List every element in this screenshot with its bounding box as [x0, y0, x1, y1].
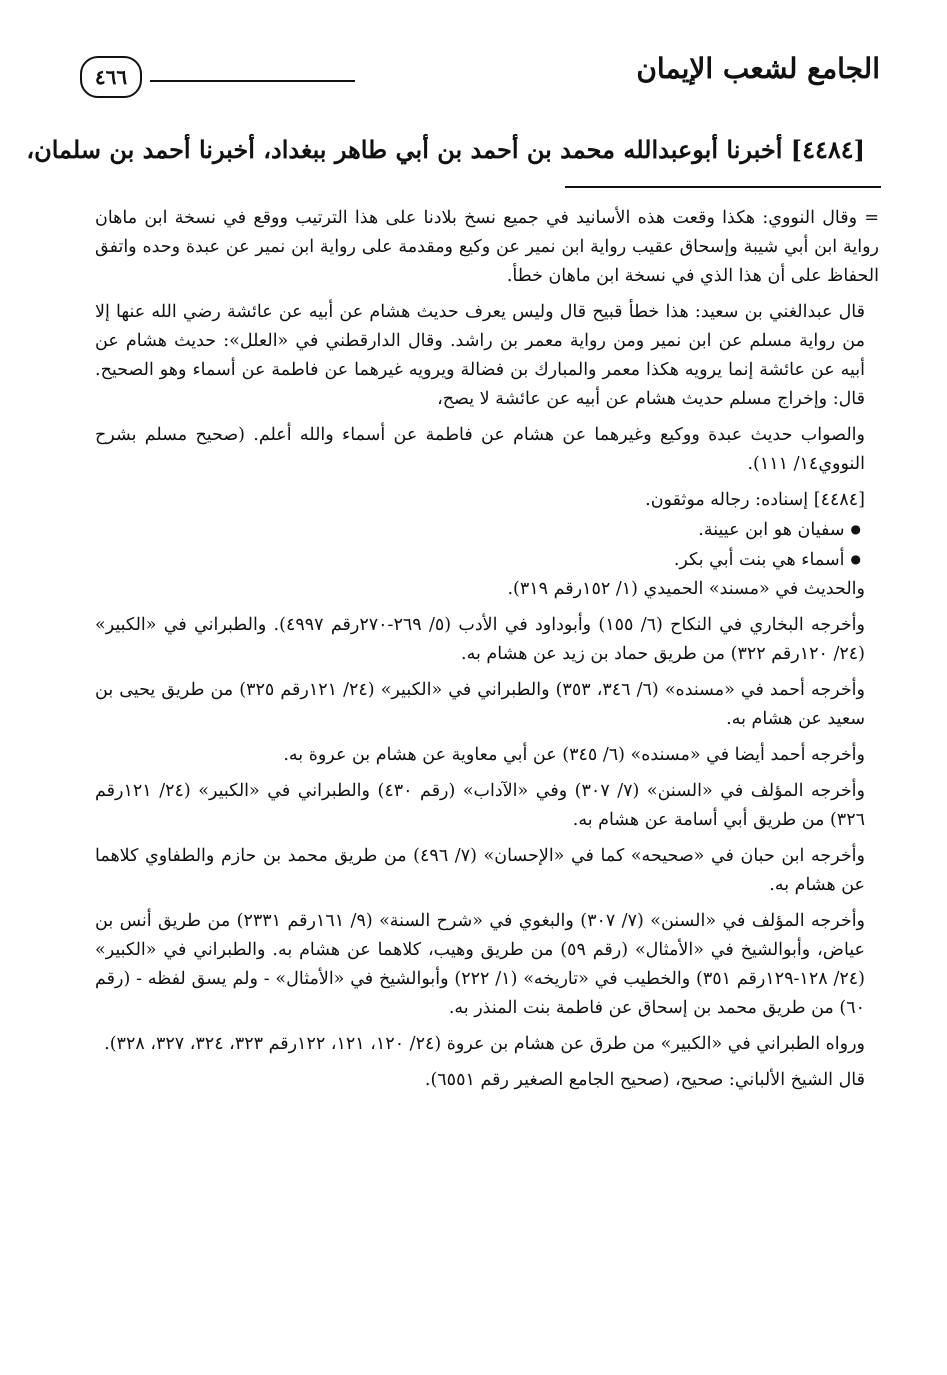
- header-rule: [150, 80, 355, 82]
- note-ibn-hibban: وأخرجه ابن حبان في «صحيحه» كما في «الإحسان» (٧/ ٤٩٦) من طريق محمد بن حازم والطفاوي كلاهما عن هشام به.: [95, 846, 865, 895]
- note-bukhari: وأخرجه البخاري في النكاح (٦/ ١٥٥) وأبوداود في الأدب (٥/ ٢٦٩-٢٧٠رقم ٤٩٩٧). والطبراني في «الكبير» (٢٤/ ١٢٠رقم ٣٢٢) من طريق حماد بن زيد عن هشام به.: [95, 615, 865, 664]
- footnotes: [95, 204, 880, 1102]
- note-isnad: [٤٤٨٤] إسناده: رجاله موثقون.: [645, 490, 865, 510]
- bullet-asma: ● أسماء هي بنت أبي بكر.: [95, 545, 865, 575]
- main-hadith-text: [٤٤٨٤] أخبرنا أبوعبدالله محمد بن أحمد بن أبي طاهر ببغداد، أخبرنا أحمد بن سلمان،: [26, 135, 865, 164]
- book-title: الجامع لشعب الإيمان: [636, 52, 880, 85]
- page-number-badge: ٤٦٦: [80, 56, 142, 98]
- note-ahmad-2: وأخرجه أحمد أيضا في «مسنده» (٦/ ٣٤٥) عن أبي معاوية عن هشام بن عروة به.: [283, 745, 865, 765]
- page-header: [80, 50, 880, 110]
- note-humaydi: والحديث في «مسند» الحميدي (١/ ١٥٢رقم ٣١٩).: [507, 579, 865, 599]
- footnote-divider: [565, 186, 881, 188]
- note-abdulghani: قال عبدالغني بن سعيد: هذا خطأ قبيح قال وليس يعرف حديث هشام عن أبيه عن عائشة رضي الله عنها إلا من رواية مسلم عن ابن نمير ومن رواية معمر بن راشد. وقال الدارقطني في «العلل»: حديث هشام عن أبيه عن عائشة إنما يرويه هكذا معمر والمبارك بن فضالة ويرويه غيرهما عن فاطمة عن أسماء وهو الصحيح. قال: وإخراج مسلم حديث هشام عن أبيه عن عائشة لا يصح،: [95, 302, 865, 409]
- note-albani: قال الشيخ الألباني: صحيح، (صحيح الجامع الصغير رقم ٦٥٥١).: [424, 1070, 865, 1090]
- note-sawab: والصواب حديث عبدة ووكيع وغيرهما عن هشام عن فاطمة عن أسماء والله أعلم. (صحيح مسلم بشرح النووي١٤/ ١١١).: [95, 425, 865, 474]
- note-sunan-baghawi: وأخرجه المؤلف في «السنن» (٧/ ٣٠٧) والبغوي في «شرح السنة» (٩/ ١٦١رقم ٢٣٣١) من طريق أنس بن عياض، وأبوالشيخ في «الأمثال» (رقم ٥٩) من طريق وهيب، كلاهما عن هشام به. والطبراني في «الكبير» (٢٤/ ١٢٨-١٢٩رقم ٣٥١) والخطيب في «تاريخه» (١/ ٢٢٢) وأبوالشيخ في «الأمثال» - ولم يسق لفظه - (رقم ٦٠) من طريق محمد بن إسحاق عن فاطمة بنت المنذر به.: [95, 911, 866, 1018]
- note-sunan: وأخرجه المؤلف في «السنن» (٧/ ٣٠٧) وفي «الآداب» (رقم ٤٣٠) والطبراني في «الكبير» (٢٤/ ١٢١رقم ٣٢٦) من طريق أبي أسامة عن هشام به.: [95, 781, 865, 830]
- note-tabarani: ورواه الطبراني في «الكبير» من طرق عن هشام بن عروة (٢٤/ ١٢٠، ١٢١، ١٢٢رقم ٣٢٣، ٣٢٤، ٣٢٧، ٣٢٨).: [104, 1034, 865, 1054]
- bullet-sufyan: ● سفيان هو ابن عيينة.: [95, 515, 865, 545]
- note-ahmad: وأخرجه أحمد في «مسنده» (٦/ ٣٤٦، ٣٥٣) والطبراني في «الكبير» (٢٤/ ١٢١رقم ٣٢٥) من طريق يحيى بن سعيد عن هشام به.: [95, 680, 865, 729]
- note-nawawi: = وقال النووي: هكذا وقعت هذه الأسانيد في جميع نسخ بلادنا على هذا الترتيب ووقع في نسخة ابن ماهان رواية ابن أبي شيبة وإسحاق عقيب رواية ابن نمير عن وكيع ومقدمة على رواية ابن نمير عن عبدة وحده واتفق الحفاظ على أن هذا الذي في نسخة ابن ماهان خطأ.: [95, 208, 880, 286]
